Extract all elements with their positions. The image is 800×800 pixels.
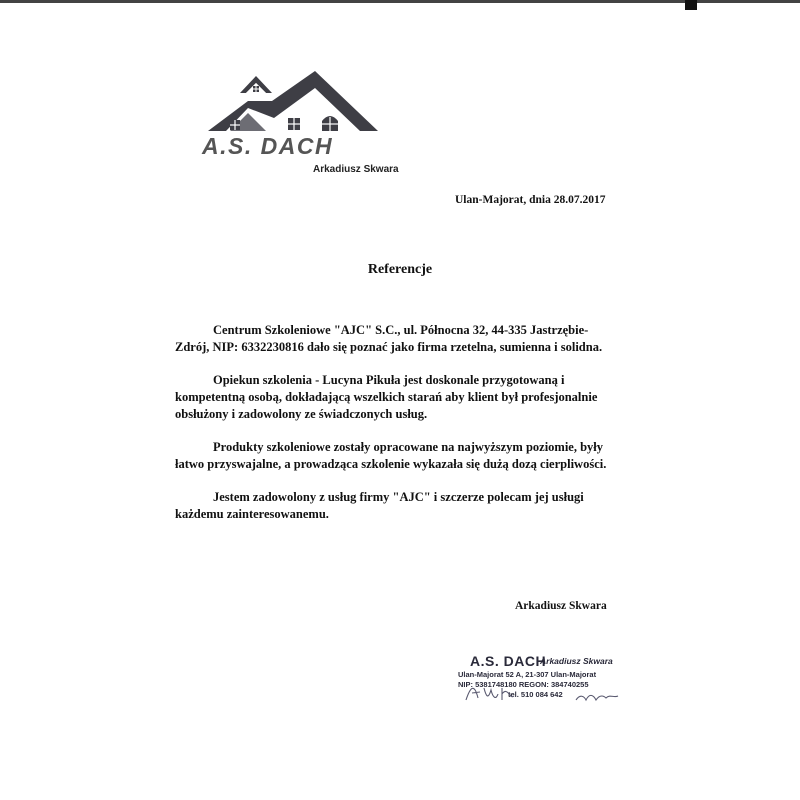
letter-title: Referencje (367, 262, 433, 277)
letter-body (175, 322, 615, 539)
letter-date: Ulan-Majorat, dnia 28.07.2017 (455, 194, 606, 206)
scan-top-edge (0, 0, 800, 3)
house-roof-icon (200, 68, 400, 138)
handwritten-signature (458, 670, 628, 710)
logo-owner-name: Arkadiusz Skwara (313, 164, 399, 175)
paragraph: Produkty szkoleniowe zostały opracowane na najwyższym poziomie, były łatwo przyswajalne, a prowadząca szkolenie wykazała się dużą dozą cierpliwości. (175, 440, 607, 471)
stamp-owner-name: Arkadiusz Skwara (540, 656, 613, 666)
stamp-phone: tel. 510 084 642 (508, 690, 563, 699)
company-logo (200, 68, 400, 180)
logo-company-name: A.S. DACH (202, 133, 334, 159)
scan-corner-mark (685, 0, 697, 10)
stamp-address: Ulan-Majorat 52 A, 21-307 Ulan-Majorat (458, 670, 597, 679)
paragraph: Centrum Szkoleniowe "AJC" S.C., ul. Północna 32, 44-335 Jastrzębie-Zdrój, NIP: 6332230816 dało się poznać jako firma rzetelna, sumienna i solidna. (175, 323, 603, 354)
stamp-ids: NIP: 5381748180 REGON: 384740255 (458, 680, 589, 689)
signature-name: Arkadiusz Skwara (515, 600, 607, 612)
stamp-company-name: A.S. DACH (470, 653, 547, 669)
paragraph: Jestem zadowolony z usług firmy "AJC" i szczerze polecam jej usługi każdemu zainteresowanemu. (175, 490, 584, 521)
paragraph: Opiekun szkolenia - Lucyna Pikuła jest doskonale przygotowaną i kompetentną osobą, dokładającą wszelkich starań aby klient był profesjonalnie obsłużony i zadowolony ze świadczonych usług. (175, 373, 598, 421)
